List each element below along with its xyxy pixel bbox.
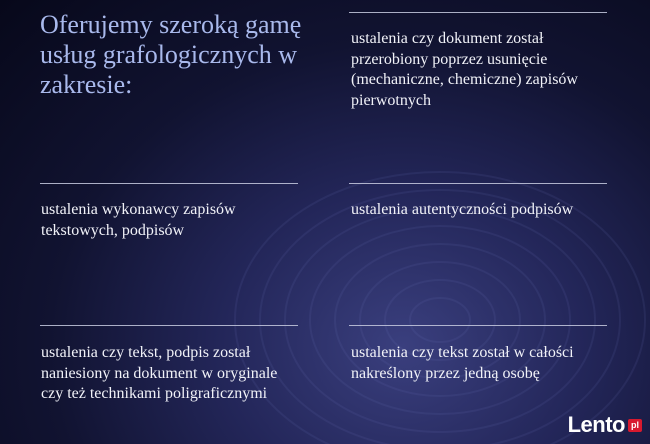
divider bbox=[349, 12, 607, 13]
lento-brand: Lento bbox=[567, 412, 625, 437]
divider bbox=[40, 183, 298, 184]
service-item: ustalenia czy dokument został przerobiony poprzez usunięcie (mechaniczne, chemiczne) zapisów pierwotnych bbox=[351, 30, 578, 109]
service-item: ustalenia autentyczności podpisów bbox=[351, 201, 574, 218]
divider bbox=[40, 325, 298, 326]
service-item: ustalenia czy tekst został w całości nakreślony przez jedną osobę bbox=[351, 344, 574, 382]
service-item: ustalenia czy tekst, podpis został naniesiony na dokument w oryginale czy też technikami poligraficznymi bbox=[41, 344, 278, 402]
service-item: ustalenia wykonawcy zapisów tekstowych, podpisów bbox=[41, 201, 236, 239]
page-heading: Oferujemy szeroką gamę usług grafologicznych w zakresie: bbox=[40, 10, 302, 99]
lento-watermark bbox=[568, 412, 642, 438]
divider bbox=[349, 325, 607, 326]
lento-badge: pl bbox=[628, 419, 642, 432]
divider bbox=[349, 183, 607, 184]
